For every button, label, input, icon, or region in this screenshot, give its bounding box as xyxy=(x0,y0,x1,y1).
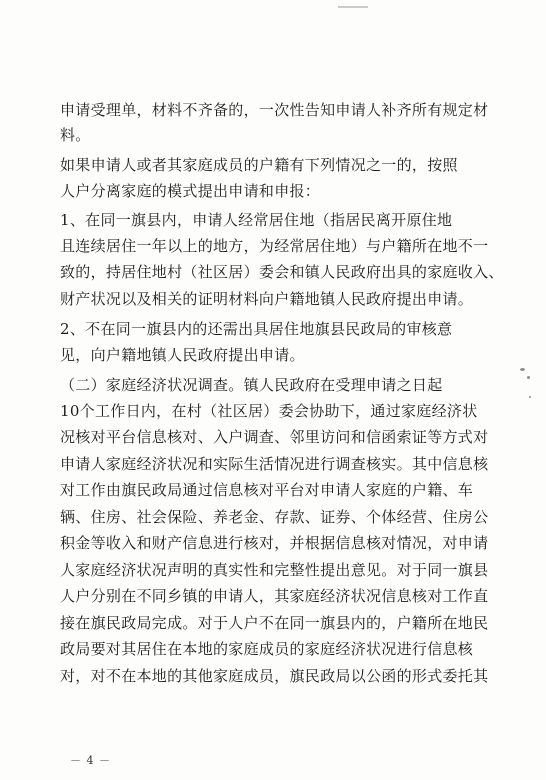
scan-speck xyxy=(527,376,530,379)
text-line: 人户分离家庭的模式提出申请和申报： xyxy=(60,182,321,200)
text-line: 对，对不在本地的其他家庭成员，旗民政局以公函的形式委托其 xyxy=(60,667,489,685)
scan-speck xyxy=(520,368,525,371)
text-line: 对工作由旗民政局通过信息核对平台对申请人家庭的户籍、车 xyxy=(60,481,474,499)
text-line: 且连续居住一年以上的地方，为经常居住地）与户籍所在地不一 xyxy=(60,237,489,255)
text-line: 料。 xyxy=(60,126,91,144)
text-line: 接在旗民政局完成。对于人户不在同一旗县内的，户籍所在地民 xyxy=(60,614,489,632)
text-line: （二）家庭经济状况调查。镇人民政府在受理申请之日起 xyxy=(60,376,443,394)
text-line: 政局要对其居住在本地的家庭成员的家庭经济状况进行信息核 xyxy=(60,640,474,658)
text-line: 申请人家庭经济状况和实际生活情况进行调查核实。其中信息核 xyxy=(60,455,489,473)
text-line: 如果申请人或者其家庭成员的户籍有下列情况之一的，按照 xyxy=(60,156,458,174)
text-line: 积金等收入和财产信息进行核对，并根据信息核对情况，对申请 xyxy=(60,534,489,552)
text-line: 2、不在同一旗县内的还需出具居住地旗县民政局的审核意 xyxy=(60,320,453,338)
scan-speck xyxy=(529,396,531,398)
text-line: 申请受理单，材料不齐备的，一次性告知申请人补齐所有规定材 xyxy=(60,101,489,119)
text-line: 10个工作日内，在村（社区居）委会协助下，通过家庭经济状 xyxy=(60,402,478,420)
text-line: 人户分别在不同乡镇的申请人，其家庭经济状况信息核对工作直 xyxy=(60,587,489,605)
text-line: 致的，持居住地村（社区居）委会和镇人民政府出具的家庭收入、 xyxy=(60,263,504,281)
text-line: 况核对平台信息核对、入户调查、邻里访问和信函索证等方式对 xyxy=(60,428,489,446)
text-line: 人家庭经济状况声明的真实性和完整性提出意见。对于同一旗县 xyxy=(60,561,489,579)
page-number: － 4 － xyxy=(70,754,111,767)
text-line: 1、在同一旗县内，申请人经常居住地（指居民离开原住地 xyxy=(60,211,453,229)
text-line: 财产状况以及相关的证明材料向户籍地镇人民政府提出申请。 xyxy=(60,290,474,308)
scan-mark xyxy=(338,6,368,8)
text-line: 辆、住房、社会保险、养老金、存款、证券、个体经营、住房公 xyxy=(60,508,489,526)
text-line: 见，向户籍地镇人民政府提出申请。 xyxy=(60,346,305,364)
